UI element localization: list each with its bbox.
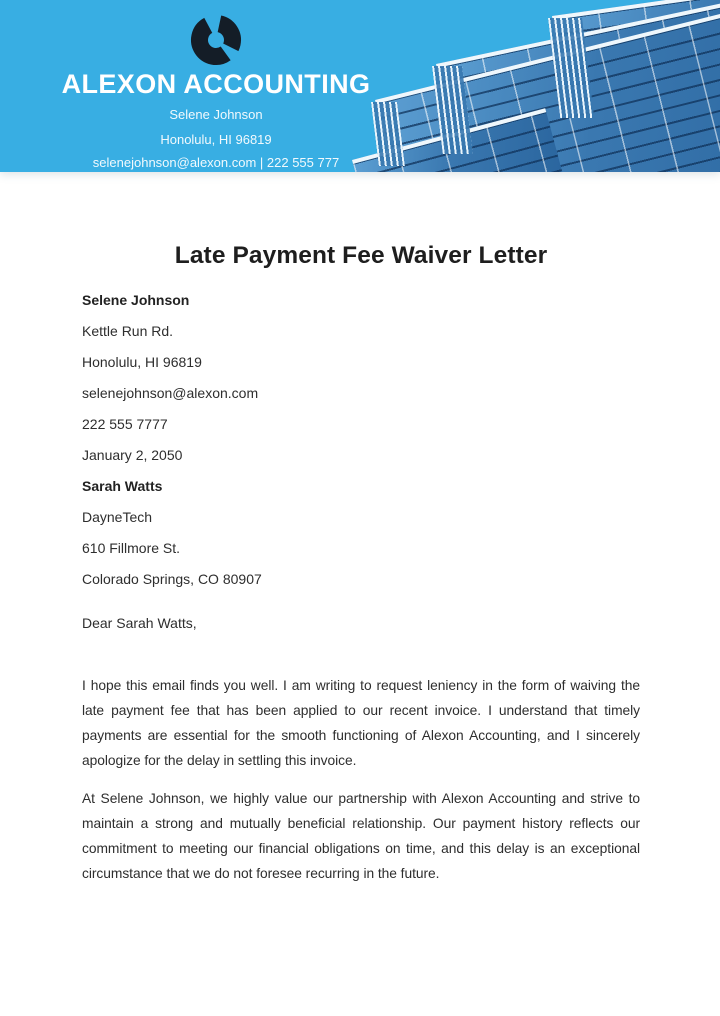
sender-phone: 222 555 7777 <box>82 416 168 432</box>
letterhead-header <box>0 0 720 172</box>
letter-body <box>82 242 640 886</box>
sender-street: Kettle Run Rd. <box>82 323 174 339</box>
recipient-street: 610 Fillmore St. <box>82 540 181 556</box>
letter-paragraph-1: I hope this email finds you well. I am writing to request leniency in the form of waiving the late payment fee that has been applied to our recent invoice. I understand that timely payments are essential for the smooth functioning of Alexon Accounting, and I sincerely apologize for the delay in settling this invoice. <box>82 678 640 768</box>
company-name: ALEXON ACCOUNTING <box>61 69 371 99</box>
salutation: Dear Sarah Watts, <box>82 615 197 631</box>
recipient-city: Colorado Springs, CO 80907 <box>82 571 262 587</box>
letter-date: January 2, 2050 <box>82 447 183 463</box>
sender-email: selenejohnson@alexon.com <box>82 385 259 401</box>
recipient-name: Sarah Watts <box>82 478 163 494</box>
letter-title: Late Payment Fee Waiver Letter <box>174 242 548 269</box>
brand-logo-icon <box>189 13 243 67</box>
header-contact-name: Selene Johnson <box>169 107 263 122</box>
address-block <box>82 293 640 586</box>
header-contact-location: Honolulu, HI 96819 <box>160 132 272 147</box>
sender-name: Selene Johnson <box>82 292 190 308</box>
letterhead-content <box>0 0 432 170</box>
sender-city: Honolulu, HI 96819 <box>82 354 202 370</box>
letter-paragraph-2: At Selene Johnson, we highly value our partnership with Alexon Accounting and strive to maintain a strong and mutually beneficial relationship. Our payment history reflects our commitment to meeting our financial obligations on time, and this delay is an exceptional circumstance that we do not foresee recurring in the future. <box>82 791 640 881</box>
header-contact-email-phone: selenejohnson@alexon.com | 222 555 777 <box>92 155 340 170</box>
recipient-company: DayneTech <box>82 509 153 525</box>
